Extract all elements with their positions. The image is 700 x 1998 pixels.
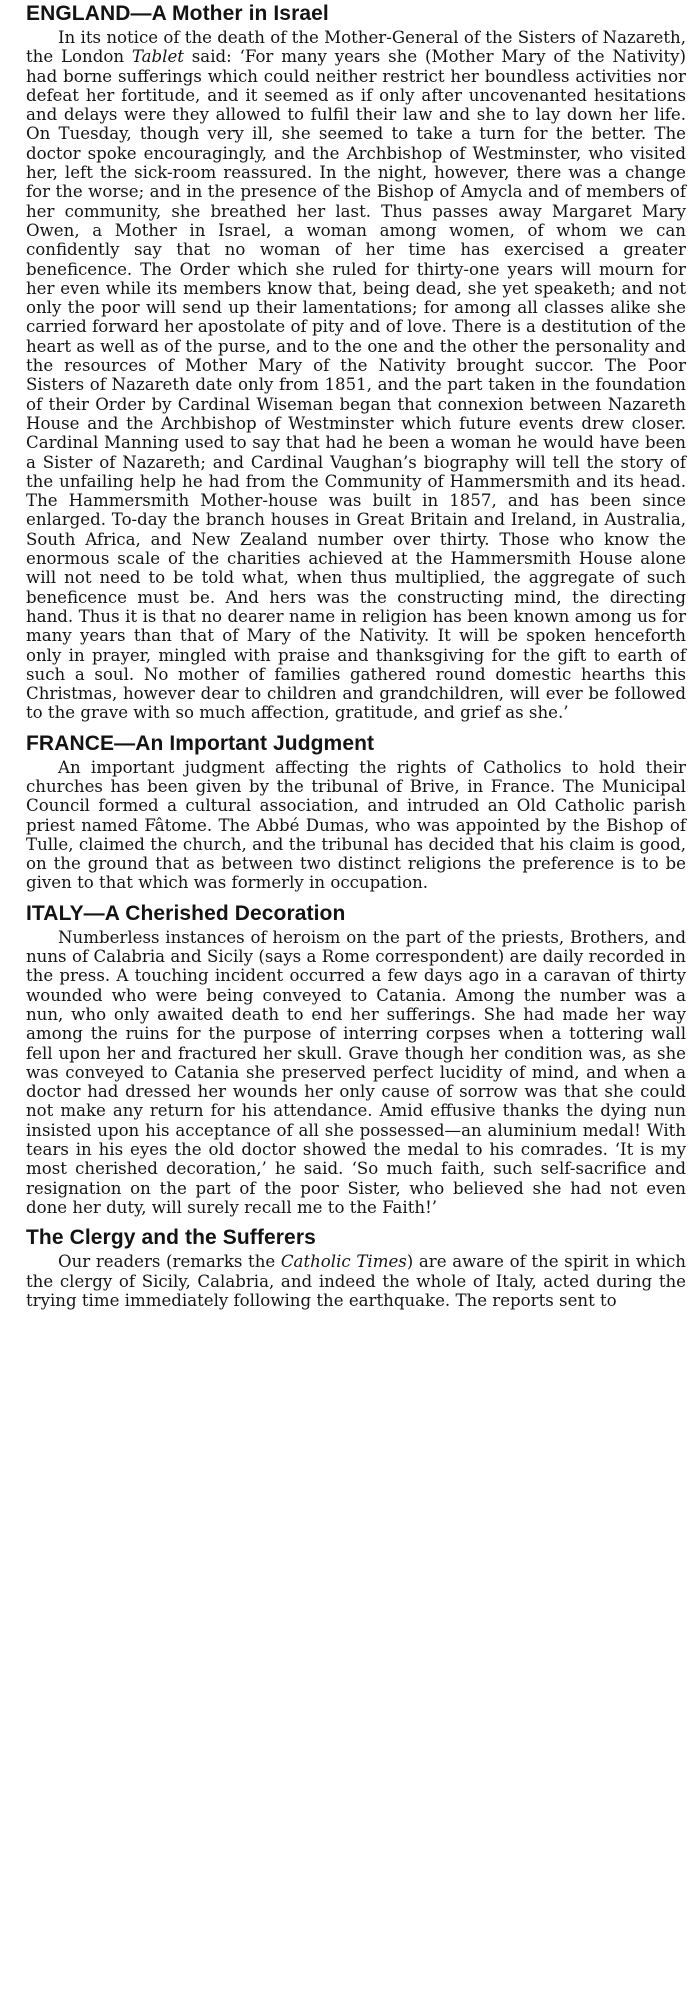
section-england [26, 2, 686, 723]
section-heading-england: ENGLAND—A Mother in Israel [26, 2, 329, 25]
section-body-england [26, 28, 686, 723]
section-heading-clergy: The Clergy and the Sufferers [26, 1226, 316, 1250]
body-text-segment: ) are aware of the spirit in which the clergy of Sicily, Calabria, and indeed the whole of Italy, acted during the trying time immediately following the earthquake. The reports sent to [26, 1252, 686, 1310]
body-text-segment: said: ‘For many years she (Mother Mary of the Nativity) had borne sufferings which could neither restrict her boundless activities nor defeat her fortitude, and it seemed as if only after uncovenanted hesitations and delays were they allowed to fulfil their law and she to lay down her life. On Tuesday, though very ill, she seemed to take a turn for the better. The doctor spoke encouragingly, and the Archbishop of Westminster, who visited her, left the sick-room reassured. In the night, however, there was a change for the worse; and in the presence of the Bishop of Amycla and of members of her community, she breathed her last. Thus passes away Margaret Mary Owen, a Mother in Israel, a woman among women, of whom we can confidently say that no woman of her time has exercised a greater beneficence. The Order which she ruled for thirty-one years will mourn for her even while its members know that, being dead, she yet speaketh; and not only the poor will send up their lamentations; for among all classes alike she carried forward her apostolate of pity and of love. There is a destitution of the heart as well as of the purse, and to the one and the other the personality and the resources of Mother Mary of the Nativity brought succor. The Poor Sisters of Nazareth date only from 1851, and the part taken in the foundation of their Order by Cardinal Wiseman began that connexion between Nazareth House and the Archbishop of Westminster which future events drew closer. Cardinal Manning used to say that had he been a woman he would have been a Sister of Nazareth; and Cardinal Vaughan’s biography will tell the story of the unfailing help he had from the Community of Hammersmith and its head. The Hammersmith Mother-house was built in 1857, and has been since enlarged. To-day the branch houses in Great Britain and Ireland, in Australia, South Africa, and New Zealand number over thirty. Those who know the enormous scale of the charities achieved at the Hammersmith House alone will not need to be told what, when thus multiplied, the aggregate of such beneficence must be. And hers was the constructing mind, the directing hand. Thus it is that no dearer name in religion has been known among us for many years than that of Mary of the Nativity. It will be spoken henceforth only in prayer, mingled with praise and thanksgiving for the gift to earth of such a soul. No mother of families gathered round domestic hearths this Christmas, however dear to children and grandchildren, will ever be followed to the grave with so much affection, gratitude, and grief as she.’ [26, 47, 686, 723]
section-france [26, 732, 686, 893]
section-body-italy: Numberless instances of heroism on the part of the priests, Brothers, and nuns of Calabria and Sicily (says a Rome correspondent) are daily recorded in the press. A touching incident occurred a few days ago in a caravan of thirty wounded who were being conveyed to Catania. Among the number was a nun, who only awaited death to end her sufferings. She had made her way among the ruins for the purpose of interring corpses when a tottering wall fell upon her and fractured her skull. Grave though her condition was, as she was conveyed to Catania she preserved perfect lucidity of mind, and when a doctor had dressed her wounds her only cause of sorrow was that she could not make any return for his attendance. Amid effusive thanks the dying nun insisted upon his acceptance of all she possessed—an aluminium medal! With tears in his eyes the old doctor showed the medal to his comrades. ‘It is my most cherished decoration,’ he said. ‘So much faith, such self-sacrifice and resignation on the part of the poor Sister, who believed she had not even done her duty, will surely recall me to the Faith!’ [26, 927, 686, 1217]
publication-title: Catholic Times [280, 1252, 407, 1272]
section-body-france: An important judgment affecting the rights of Catholics to hold their churches has been given by the tribunal of Brive, in France. The Municipal Council formed a cultural association, and intruded an Old Catholic parish priest named Fâtome. The Abbé Dumas, who was appointed by the Bishop of Tulle, claimed the church, and the tribunal has decided that his claim is good, on the ground that as between two distinct religions the preference is to be given to that which was formerly in occupation. [26, 757, 686, 893]
body-text-segment: In its notice of the death of the Mother-General of the Sisters of Nazareth, the London [26, 28, 686, 67]
section-heading-france: FRANCE—An Important Judgment [26, 731, 375, 755]
section-italy [26, 902, 686, 1217]
publication-title: Tablet [131, 47, 184, 67]
section-heading-italy: ITALY—A Cherished Decoration [26, 901, 346, 925]
body-text-segment: Our readers (remarks the [58, 1252, 281, 1272]
section-body-clergy [26, 1252, 686, 1310]
section-clergy [26, 1226, 686, 1310]
